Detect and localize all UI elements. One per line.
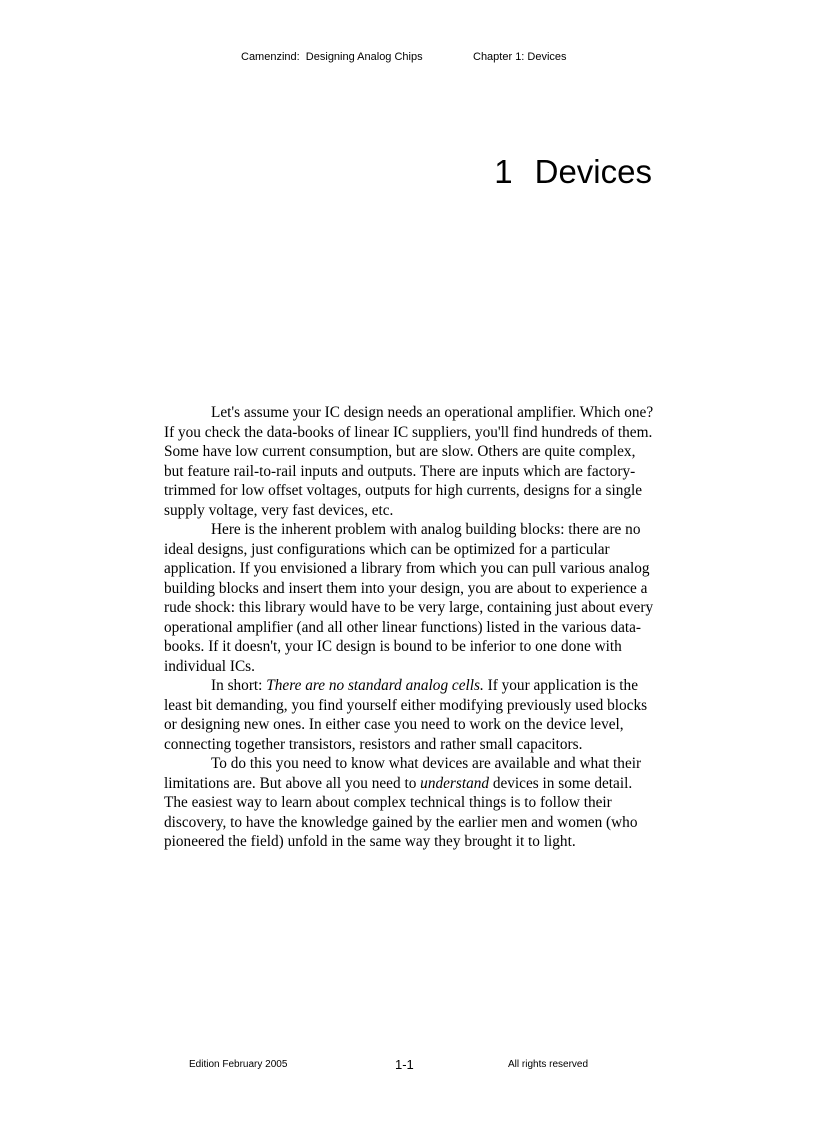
footer-rights: All rights reserved (508, 1059, 589, 1070)
paragraph-text: If your application is the least bit demanding, you find yourself either modifying previously used blocks or designing new ones. In either case you need to work on the device level, connecting together transistors, resistors and rather small capacitors. (164, 677, 648, 753)
emphasis-text: understand (420, 774, 490, 792)
header-book-title: Camenzind: Designing Analog Chips (241, 51, 423, 63)
chapter-number: 1 (494, 153, 513, 190)
paragraph-text: devices in some detail. The easiest way to learn about complex technical things is to follow their discovery, to have the knowledge gained by the earlier men and women (who pioneered the field) unfold in the same way they brought it to light. (164, 774, 638, 850)
body-text (164, 403, 656, 852)
running-header (0, 51, 816, 67)
chapter-title: Devices (534, 153, 652, 190)
paragraph-text: In short: (211, 677, 267, 694)
footer-edition: Edition February 2005 (189, 1059, 288, 1070)
header-chapter-title: Chapter 1: Devices (473, 51, 567, 63)
running-footer (0, 1057, 816, 1075)
page-number: 1-1 (395, 1057, 414, 1072)
paragraph-text: To do this you need to know what devices are available and what their limitations are. But above all you need to (164, 755, 642, 792)
paragraph: Let's assume your IC design needs an operational amplifier. Which one? If you check the data-books of linear IC suppliers, you'll find hundreds of them. Some have low current consumption, but are slow. Others are quite complex, but feature rail-to-rail inputs and outputs. There are inputs which are factory-trimmed for low offset voltages, outputs for high currents, designs for a single supply voltage, very fast devices, etc. (164, 404, 654, 519)
paragraph (164, 676, 656, 754)
chapter-heading (494, 150, 652, 194)
paragraph: Here is the inherent problem with analog building blocks: there are no ideal designs, just configurations which can be optimized for a particular application. If you envisioned a library from which you can pull various analog building blocks and insert them into your design, you are about to experience a rude shock: this library would have to be very large, containing just about every operational amplifier (and all other linear functions) listed in the various data-books. If it doesn't, your IC design is bound to be inferior to one done with individual ICs. (164, 521, 654, 675)
emphasis-text: There are no standard analog cells. (266, 677, 484, 694)
paragraph (164, 754, 656, 852)
